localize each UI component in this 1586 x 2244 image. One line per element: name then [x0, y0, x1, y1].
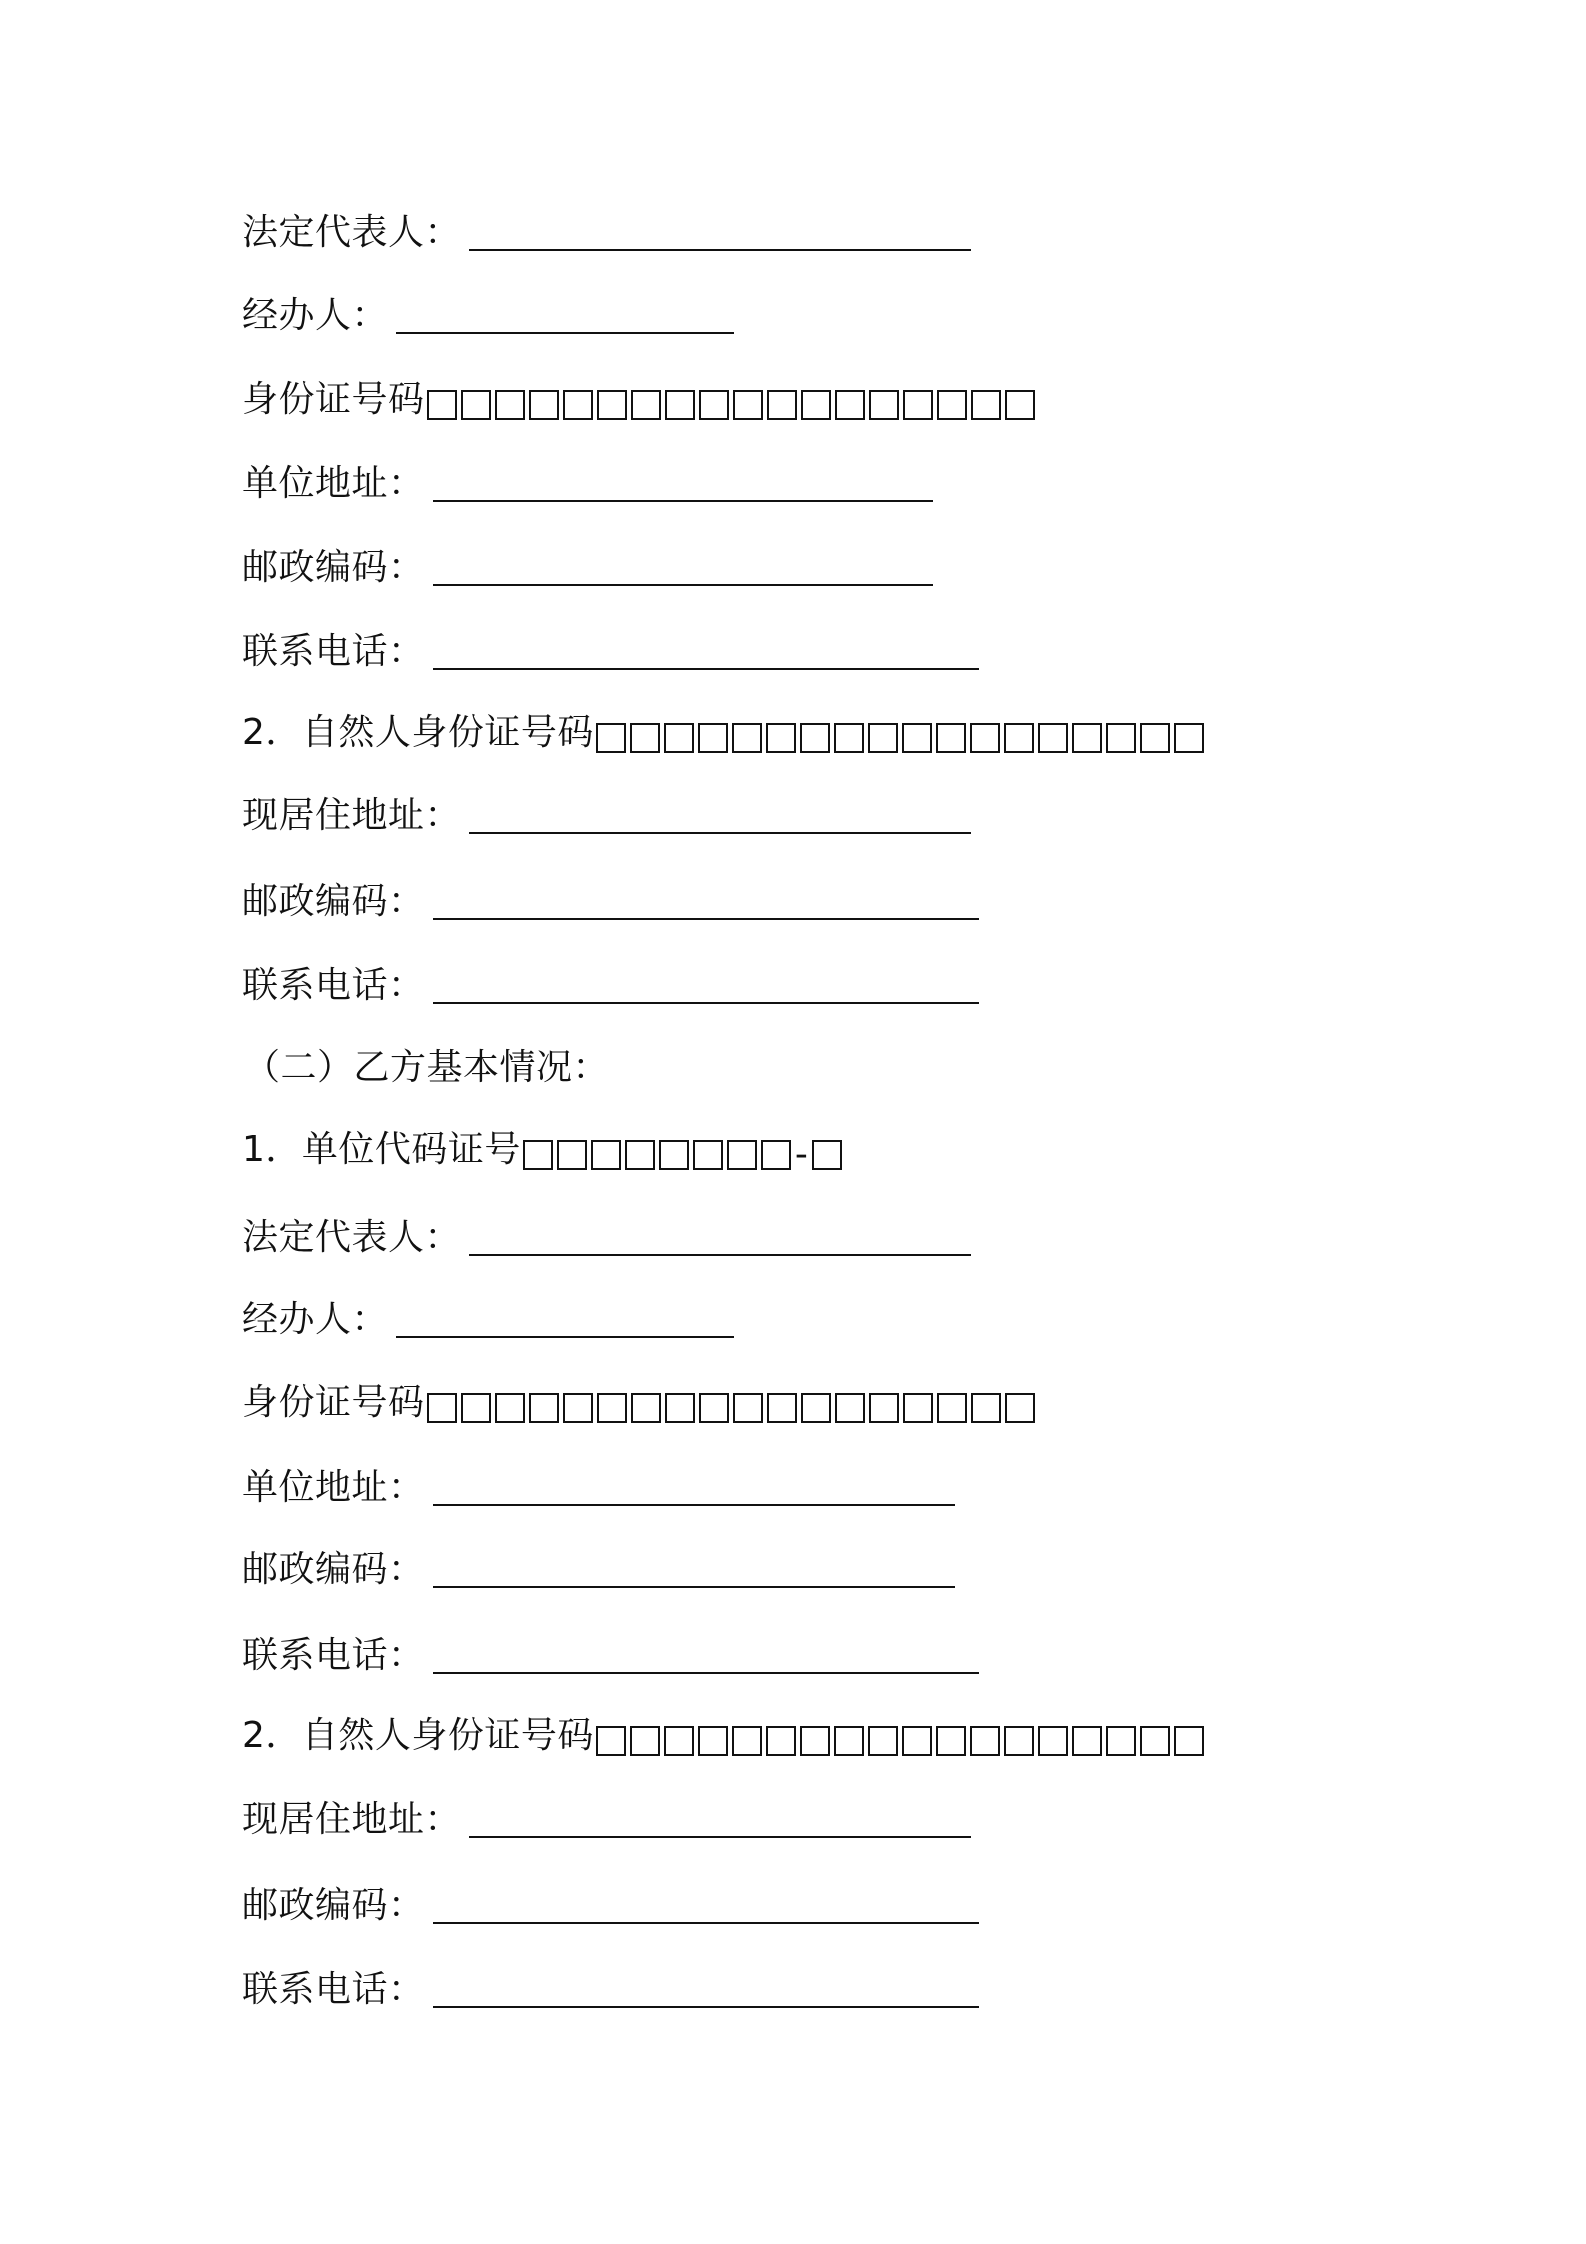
blank-line[interactable]	[469, 1218, 971, 1256]
digit-box[interactable]	[1005, 1393, 1035, 1423]
blank-line[interactable]	[433, 1970, 979, 2008]
digit-box[interactable]	[800, 1726, 830, 1756]
blank-line[interactable]	[396, 1300, 734, 1338]
blank-line[interactable]	[433, 1550, 955, 1588]
field-label: 单位地址：	[242, 1467, 425, 1508]
blank-line[interactable]	[433, 1886, 979, 1924]
digit-box[interactable]	[659, 1140, 689, 1170]
field-label: 身份证号码	[242, 1382, 425, 1423]
field-label: 2．自然人身份证号码	[242, 712, 594, 753]
party-b-np-id-line	[242, 1708, 1208, 1758]
digit-box[interactable]	[970, 1726, 1000, 1756]
digit-box[interactable]	[903, 1393, 933, 1423]
party-b-id-line	[242, 1375, 1039, 1425]
digit-box[interactable]	[698, 723, 728, 753]
digit-box[interactable]	[699, 1393, 729, 1423]
party-b-phone-line	[242, 1628, 979, 1678]
digit-box[interactable]	[801, 1393, 831, 1423]
digit-box[interactable]	[868, 723, 898, 753]
digit-box[interactable]	[693, 1140, 723, 1170]
digit-box[interactable]	[835, 1393, 865, 1423]
digit-box[interactable]	[902, 723, 932, 753]
party-b-np-phone-line	[242, 1962, 979, 2012]
id-box-group	[596, 1726, 1208, 1756]
digit-box[interactable]	[665, 1393, 695, 1423]
blank-line[interactable]	[433, 1468, 955, 1506]
field-label: 现居住地址：	[242, 1799, 462, 1840]
digit-box[interactable]	[596, 1726, 626, 1756]
digit-box[interactable]	[767, 1393, 797, 1423]
party-b-org-code-line	[242, 1122, 846, 1175]
blank-line[interactable]	[469, 213, 971, 251]
digit-box[interactable]	[835, 390, 865, 420]
field-label: 身份证号码	[242, 379, 425, 420]
field-label: 经办人：	[242, 1299, 389, 1340]
field-label: 法定代表人：	[242, 212, 462, 253]
digit-box[interactable]	[1140, 1726, 1170, 1756]
party-a-np-postal-line	[242, 874, 979, 924]
digit-box[interactable]	[597, 390, 627, 420]
separator: -	[794, 1134, 809, 1175]
blank-line[interactable]	[433, 632, 979, 670]
digit-box[interactable]	[529, 390, 559, 420]
digit-box[interactable]	[427, 1393, 457, 1423]
digit-box[interactable]	[523, 1140, 553, 1170]
blank-line[interactable]	[433, 464, 933, 502]
blank-line[interactable]	[469, 796, 971, 834]
digit-box[interactable]	[1038, 723, 1068, 753]
party-b-np-address-line	[242, 1792, 971, 1842]
party-a-agent-line	[242, 288, 734, 338]
digit-box[interactable]	[733, 390, 763, 420]
digit-box[interactable]	[936, 723, 966, 753]
digit-box[interactable]	[766, 723, 796, 753]
digit-box[interactable]	[699, 390, 729, 420]
digit-box[interactable]	[1072, 1726, 1102, 1756]
digit-box[interactable]	[597, 1393, 627, 1423]
digit-box[interactable]	[834, 1726, 864, 1756]
field-label: 2．自然人身份证号码	[242, 1715, 594, 1756]
digit-box[interactable]	[766, 1726, 796, 1756]
digit-box[interactable]	[1174, 1726, 1204, 1756]
party-a-np-id-line	[242, 705, 1208, 755]
field-label: 经办人：	[242, 295, 389, 336]
digit-box[interactable]	[801, 390, 831, 420]
digit-box[interactable]	[698, 1726, 728, 1756]
digit-box[interactable]	[937, 390, 967, 420]
party-a-np-address-line	[242, 788, 971, 838]
party-a-id-line	[242, 372, 1039, 422]
digit-box[interactable]	[868, 1726, 898, 1756]
digit-box[interactable]	[732, 1726, 762, 1756]
field-label: 邮政编码：	[242, 881, 425, 922]
party-a-address-line	[242, 456, 933, 506]
field-label: 联系电话：	[242, 1969, 425, 2010]
blank-line[interactable]	[433, 882, 979, 920]
digit-box[interactable]	[1174, 723, 1204, 753]
digit-box[interactable]	[732, 723, 762, 753]
digit-box[interactable]	[1038, 1726, 1068, 1756]
digit-box[interactable]	[733, 1393, 763, 1423]
party-a-postal-line	[242, 540, 933, 590]
digit-box[interactable]	[630, 1726, 660, 1756]
field-label: 邮政编码：	[242, 1549, 425, 1590]
digit-box[interactable]	[1106, 1726, 1136, 1756]
party-b-postal-line	[242, 1542, 955, 1592]
section-heading: （二）乙方基本情况：	[244, 1047, 610, 1088]
party-b-np-postal-line	[242, 1878, 979, 1928]
party-a-legal-rep-line	[242, 205, 971, 255]
digit-box[interactable]	[1140, 723, 1170, 753]
field-label: 法定代表人：	[242, 1217, 462, 1258]
digit-box[interactable]	[427, 390, 457, 420]
digit-box[interactable]	[625, 1140, 655, 1170]
field-label: 邮政编码：	[242, 1885, 425, 1926]
id-box-group	[427, 1393, 1039, 1423]
party-a-phone-line	[242, 624, 979, 674]
digit-box[interactable]	[665, 390, 695, 420]
digit-box[interactable]	[1004, 1726, 1034, 1756]
field-label: 联系电话：	[242, 1635, 425, 1676]
digit-box[interactable]	[630, 723, 660, 753]
field-label: 邮政编码：	[242, 547, 425, 588]
digit-box[interactable]	[902, 1726, 932, 1756]
id-box-group	[596, 723, 1208, 753]
field-label: 单位地址：	[242, 463, 425, 504]
digit-box[interactable]	[800, 723, 830, 753]
digit-box[interactable]	[834, 723, 864, 753]
digit-box[interactable]	[495, 390, 525, 420]
digit-box[interactable]	[767, 390, 797, 420]
party-b-address-line	[242, 1460, 955, 1510]
digit-box[interactable]	[563, 1393, 593, 1423]
digit-box[interactable]	[596, 723, 626, 753]
digit-box[interactable]	[591, 1140, 621, 1170]
digit-box[interactable]	[1004, 723, 1034, 753]
digit-box[interactable]	[664, 1726, 694, 1756]
digit-box[interactable]	[970, 723, 1000, 753]
digit-box[interactable]	[563, 390, 593, 420]
digit-box[interactable]	[936, 1726, 966, 1756]
check-digit-box[interactable]	[812, 1140, 842, 1170]
digit-box[interactable]	[761, 1140, 791, 1170]
digit-box[interactable]	[1005, 390, 1035, 420]
party-b-legal-rep-line	[242, 1210, 971, 1260]
blank-line[interactable]	[396, 296, 734, 334]
digit-box[interactable]	[557, 1140, 587, 1170]
field-label: 联系电话：	[242, 631, 425, 672]
digit-box[interactable]	[869, 390, 899, 420]
field-label: 联系电话：	[242, 965, 425, 1006]
blank-line[interactable]	[433, 966, 979, 1004]
blank-line[interactable]	[469, 1800, 971, 1838]
digit-box[interactable]	[664, 723, 694, 753]
digit-box[interactable]	[903, 390, 933, 420]
party-a-np-phone-line	[242, 958, 979, 1008]
blank-line[interactable]	[433, 1636, 979, 1674]
party-b-agent-line	[242, 1292, 734, 1342]
digit-box[interactable]	[631, 1393, 661, 1423]
digit-box[interactable]	[869, 1393, 899, 1423]
party-b-heading-line	[244, 1040, 609, 1090]
digit-box[interactable]	[461, 1393, 491, 1423]
id-box-group	[427, 390, 1039, 420]
digit-box[interactable]	[727, 1140, 757, 1170]
digit-box[interactable]	[1106, 723, 1136, 753]
digit-box[interactable]	[529, 1393, 559, 1423]
digit-box[interactable]	[495, 1393, 525, 1423]
org-code-box-group	[523, 1134, 847, 1175]
digit-box[interactable]	[937, 1393, 967, 1423]
blank-line[interactable]	[433, 548, 933, 586]
digit-box[interactable]	[971, 1393, 1001, 1423]
digit-box[interactable]	[461, 390, 491, 420]
digit-box[interactable]	[1072, 723, 1102, 753]
digit-box[interactable]	[971, 390, 1001, 420]
digit-box[interactable]	[631, 390, 661, 420]
field-label: 现居住地址：	[242, 795, 462, 836]
field-label: 1．单位代码证号	[242, 1129, 521, 1170]
